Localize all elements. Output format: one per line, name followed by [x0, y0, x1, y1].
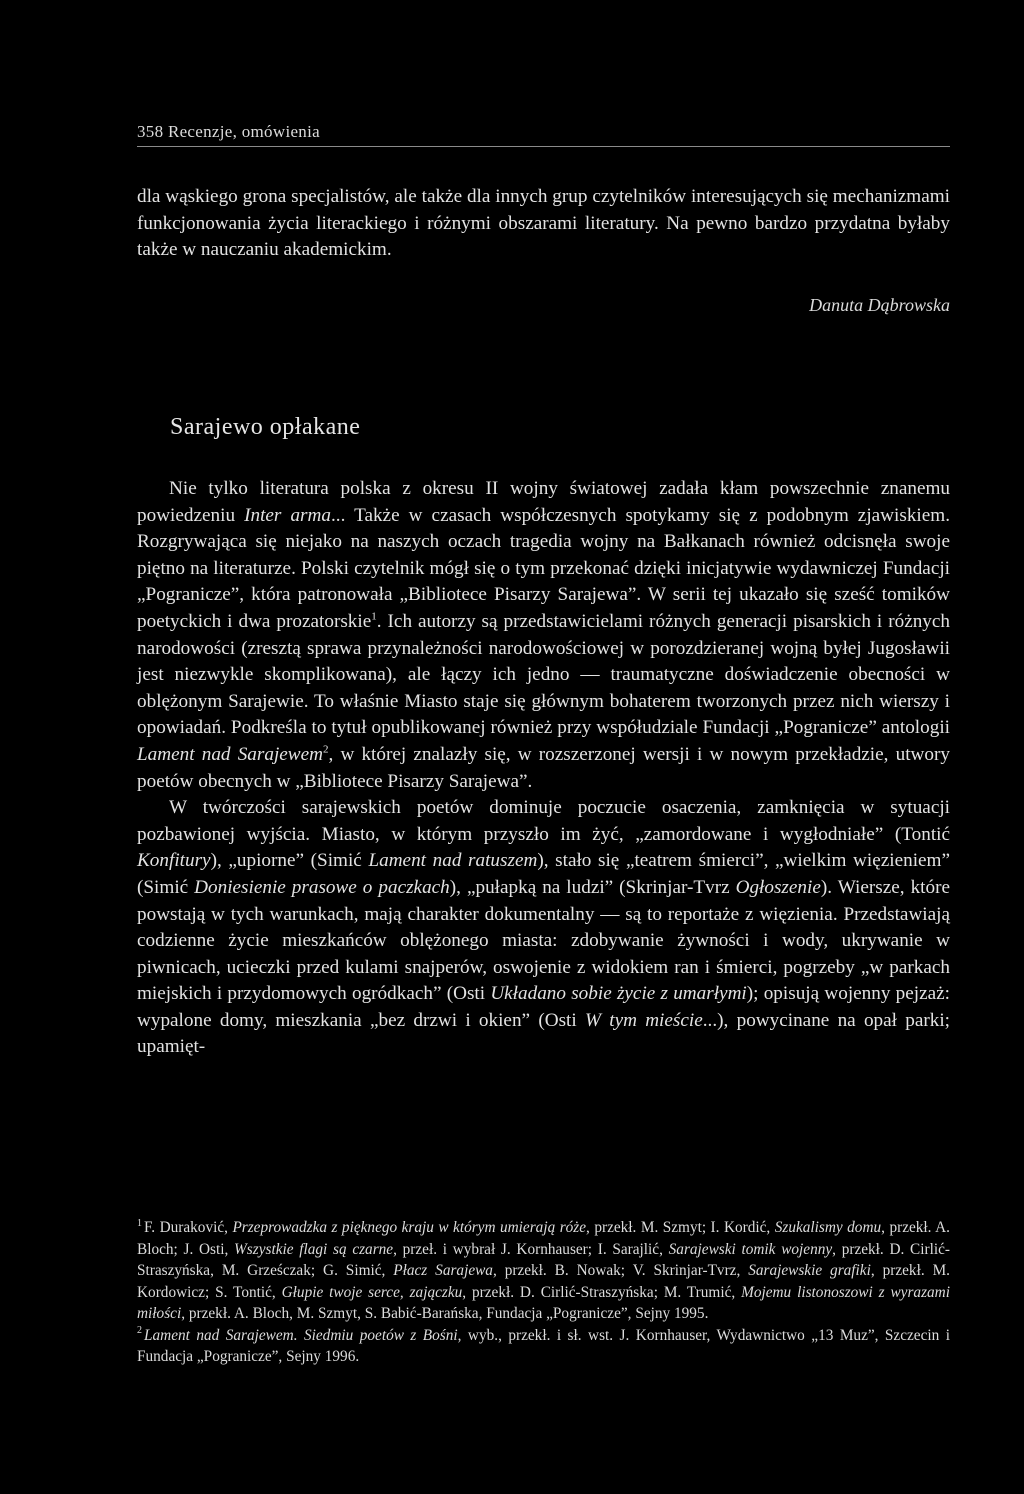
footnote-2: $^2$ Lament nad Sarajewem. Siedmiu poetów z Bośni, wyb., przekł. i sł. wst. J. Kornhauser, Wydawnictwo „13 Muz”, Szczecin i Fundacja „Pogranicze”, Sejny 1996.: [137, 1325, 950, 1365]
footnote-mark: 2: [137, 1325, 142, 1337]
running-head: 358 Recenzje, omówienia: [137, 122, 320, 141]
paragraph: Nie tylko literatura polska z okresu II wojny światowej zadała kłam powszechnie znanemu powiedzeniu Inter arma... Także w czasach współczesnych spotykamy się z podobnym zjawiskiem. Rozgrywająca się niejako na naszych oczach tragedia wojny na Bałkanach również odcisnęła swoje piętno na literaturze. Polski czytelnik mógł się o tym przekonać dzięki inicjatywie wydawniczej Fundacji „Pogranicze”, która patronowała „Bibliotece Pisarzy Sarajewa”. W serii tej ukazało się sześć tomików poetyckich i dwa prozatorskie$^1$. Ich autorzy są przedstawicielami różnych generacji pisarskich i różnych narodowości (zresztą sprawa przynależności narodowościowej w porozdzieranej wojną byłej Jugosławii jest niezwykle skomplikowana), ale łączy ich jedno — traumatyczne doświadczenie obecności w oblężonym Sarajewie. To właśnie Miasto staje się głównym bohaterem tworzonych przez nich wierszy i opowiadań. Podkreśla to tytuł opublikowanej również przy współudziale Fundacji „Pogranicze” antologii Lament nad Sarajewem$^2$, w której znalazły się, w rozszerzonej wersji i w nowym przekładzie, utwory poetów obecnych w „Bibliotece Pisarzy Sarajewa”.: [137, 478, 951, 792]
footnote-1: $^1$ F. Duraković, Przeprowadzka z pięknego kraju w którym umierają róże, przekł. M. Szmyt; I. Kordić, Szukalismy domu, przekł. A. Bloch; J. Osti, Wszystkie flagi są czarne, przeł. i wybrał J. Kornhauser; I. Sarajlić, Sarajewski tomik wojenny, przekł. D. Cirlić-Straszyńska, M. Grześczak; G. Simić, Płacz Sarajewa, przekł. B. Nowak; V. Skrinjar-Tvrz, Sarajewskie grafiki, przekł. M. Kordowicz; S. Tontić, Głupie twoje serce, zajączku, przekł. D. Cirlić-Straszyńska; M. Trumić, Mojemu listonoszowi z wyrazami miłości, przekł. A. Bloch, M. Szmyt, S. Babić-Barańska, Fundacja „Pogranicze”, Sejny 1995.: [137, 1217, 950, 1322]
italic-title: W tym mieście: [584, 1009, 703, 1031]
header-rule: [137, 146, 950, 147]
previous-review-ending: [137, 184, 950, 264]
review-title: Sarajewo opłakane: [170, 414, 361, 440]
italic-title: Konfitury: [137, 850, 211, 872]
italic-title: Ogłoszenie: [735, 876, 821, 898]
footnote-ref: 2: [322, 743, 329, 756]
footnote-ref: 1: [371, 610, 377, 623]
footnotes: [137, 1217, 950, 1368]
paragraph: W twórczości sarajewskich poetów dominuje poczucie osaczenia, zamknięcia w sytuacji pozbawionej wyjścia. Miasto, w którym przyszło im żyć, „zamordowane i wygłodniałe” (Tontić Konfitury), „upiorne” (Simić Lament nad ratuszem), stało się „teatrem śmierci”, „wielkim więzieniem” (Simić Doniesienie prasowe o paczkach), „pułapką na ludzi” (Skrinjar-Tvrz Ogłoszenie). Wiersze, które powstają w tych warunkach, mają charakter dokumentalny — są to reportaże z więzienia. Przedstawiają codzienne życie mieszkańców oblężonego miasta: zdobywanie żywności i wody, ukrywanie w piwnicach, ucieczki przed kulami snajperów, oswojenie z widokiem ran i śmierci, pogrzeby „w parkach miejskich i przydomowych ogródkach” (Osti Układano sobie życie z umarłymi); opisują wojenny pejzaż: wypalone domy, mieszkania „bez drzwi i okien” (Osti W tym mieście...), powycinane na opał parki; upamięt-: [137, 797, 950, 1058]
paragraph: dla wąskiego grona specjalistów, ale także dla innych grup czytelników interesujących się mechanizmami funkcjonowania życia literackiego i różnymi obszarami literatury. Na pewno bardzo przydatna byłaby także w nauczaniu akademickim.: [137, 186, 950, 261]
footnote-mark: 1: [137, 1217, 142, 1229]
italic-title: Inter arma: [244, 504, 331, 526]
italic-title: Doniesienie prasowe o paczkach: [194, 876, 450, 898]
review-signature: Danuta Dąbrowska: [809, 295, 950, 315]
review-body: [137, 476, 950, 1061]
italic-title: Lament nad Sarajewem: [137, 743, 323, 765]
italic-title: Lament nad ratuszem: [368, 850, 538, 872]
italic-title: Układano sobie życie z umarłymi: [490, 983, 747, 1005]
